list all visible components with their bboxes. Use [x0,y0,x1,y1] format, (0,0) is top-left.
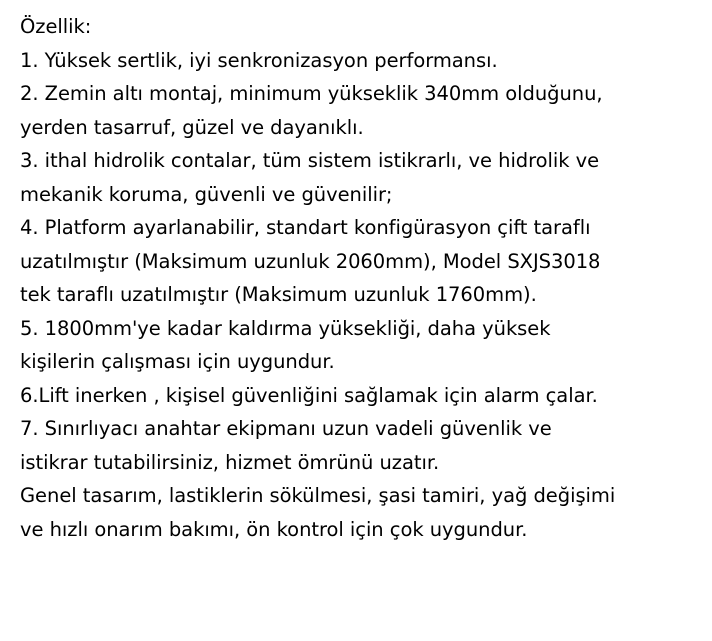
feature-text-block [20,10,706,546]
text-line: 1. Yüksek sertlik, iyi senkronizasyon performansı. [20,48,498,72]
text-line: uzatılmıştır (Maksimum uzunluk 2060mm), Model SXJS3018 [20,249,601,273]
text-line: 4. Platform ayarlanabilir, standart konfigürasyon çift taraflı [20,216,591,239]
text-line: ve hızlı onarım bakımı, ön kontrol için çok uygundur. [20,517,528,541]
text-line: mekanik koruma, güvenli ve güvenilir; [20,182,393,206]
text-line: yerden tasarruf, güzel ve dayanıklı. [20,115,364,139]
text-line: 7. Sınırlıyacı anahtar ekipmanı uzun vadeli güvenlik ve [20,417,552,440]
text-line: kişilerin çalışması için uygundur. [20,350,335,373]
text-line: istikrar tutabilirsiniz, hizmet ömrünü uzatır. [20,450,440,474]
text-line: Genel tasarım, lastiklerin sökülmesi, şasi tamiri, yağ değişimi [20,484,616,507]
text-line: 5. 1800mm'ye kadar kaldırma yüksekliği, daha yüksek [20,316,551,340]
text-line: 2. Zemin altı montaj, minimum yükseklik 340mm olduğunu, [20,82,603,105]
text-line: 6.Lift inerken , kişisel güvenliğini sağlamak için alarm çalar. [20,383,598,407]
text-line: 3. ithal hidrolik contalar, tüm sistem istikrarlı, ve hidrolik ve [20,149,600,172]
features-heading: Özellik: [20,15,92,38]
text-line: tek taraflı uzatılmıştır (Maksimum uzunluk 1760mm). [20,283,537,306]
